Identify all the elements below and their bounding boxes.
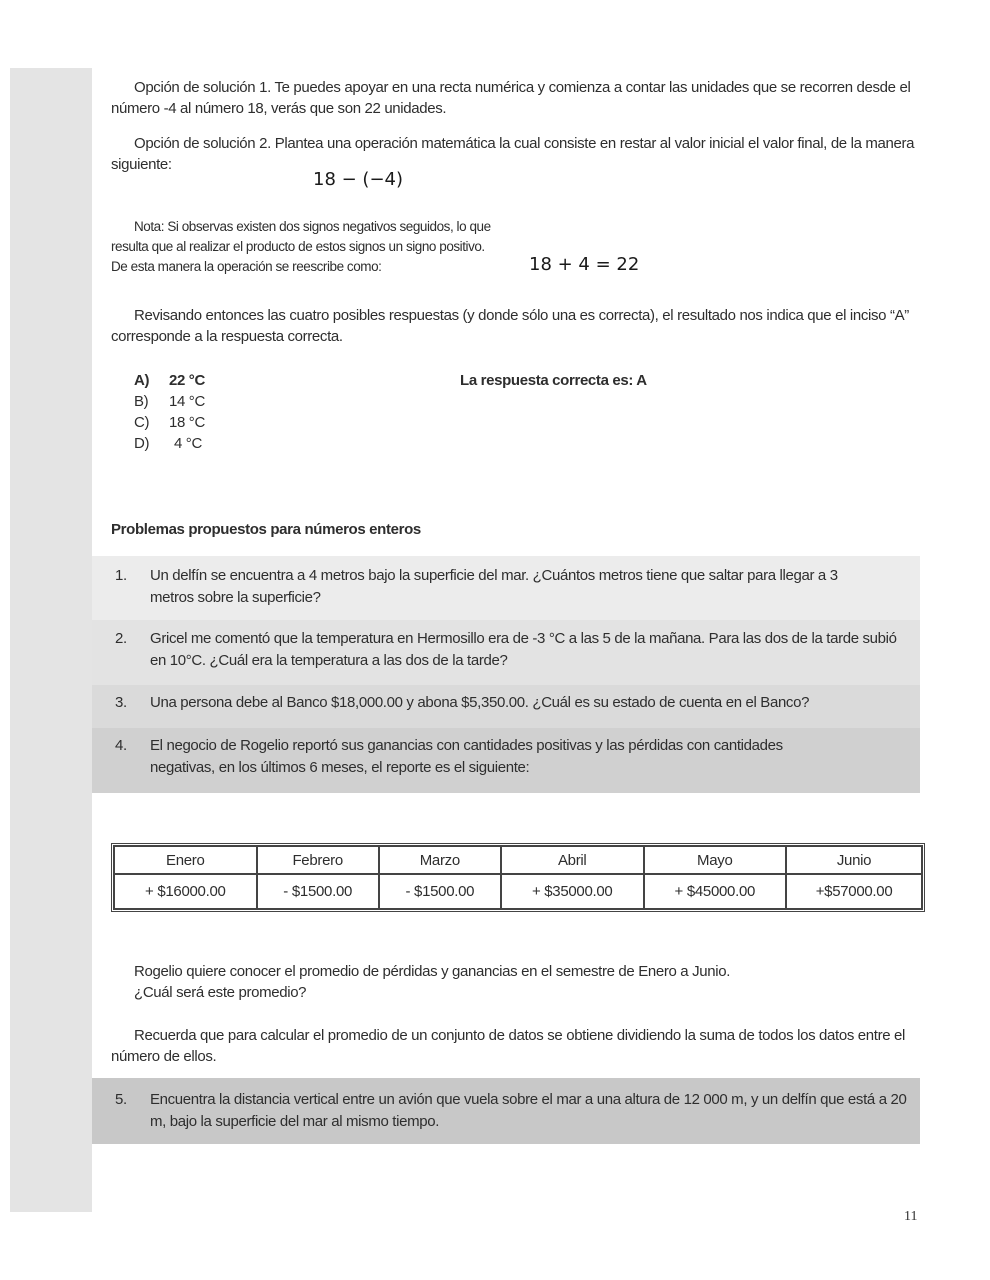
problem-text: Una persona debe al Banco $18,000.00 y abona $5,350.00. ¿Cuál es su estado de cuenta en el Banco? xyxy=(150,694,810,711)
problem-3 xyxy=(92,685,920,728)
option-c xyxy=(111,412,923,433)
option-letter: B) xyxy=(134,393,149,410)
expression-sum: 18 + 4 = 22 xyxy=(529,254,640,275)
option-letter: A) xyxy=(134,372,150,389)
option-value: 4 °C xyxy=(174,435,202,452)
page-number: 11 xyxy=(904,1209,918,1224)
table-header-row xyxy=(114,846,922,874)
option-value: 14 °C xyxy=(169,393,205,410)
table-cell: + $45000.00 xyxy=(644,874,787,909)
table-cell: Enero xyxy=(114,846,257,874)
note-line-1: Nota: Si observas existen dos signos negativos seguidos, lo que xyxy=(134,219,491,234)
option-letter: D) xyxy=(134,435,150,452)
solution-option-1: Opción de solución 1. Te puedes apoyar en una recta numérica y comienza a contar las unidades que se recorren desde el número -4 al número 18, verás que son 22 unidades. xyxy=(111,79,911,117)
correct-answer: La respuesta correcta es: A xyxy=(460,372,647,389)
rogelio-question-line-1: Rogelio quiere conocer el promedio de pérdidas y ganancias en el semestre de Enero a Junio. xyxy=(134,963,731,980)
problems-list xyxy=(92,556,920,793)
left-margin-bar xyxy=(10,68,92,1212)
table-cell: + $16000.00 xyxy=(114,874,257,909)
option-value: 18 °C xyxy=(169,414,205,431)
table-cell: Marzo xyxy=(379,846,501,874)
problems-heading: Problemas propuestos para números enteros xyxy=(111,521,421,538)
problem-text: Un delfín se encuentra a 4 metros bajo la superficie del mar. ¿Cuántos metros tiene que saltar para llegar a 3 metros sobre la superficie? xyxy=(150,567,838,606)
problem-text: Encuentra la distancia vertical entre un avión que vuela sobre el mar a una altura de 12 000 m, y un delfín que está a 20 m, bajo la superficie del mar al mismo tiempo. xyxy=(150,1091,907,1130)
table-row xyxy=(114,874,922,909)
table-cell: Febrero xyxy=(257,846,379,874)
note-block xyxy=(111,217,923,277)
page-content xyxy=(111,77,923,454)
table-cell: + $35000.00 xyxy=(501,874,644,909)
note-line-2: resulta que al realizar el producto de estos signos un signo positivo. xyxy=(111,239,485,254)
problem-number: 5. xyxy=(115,1091,127,1108)
average-reminder: Recuerda que para calcular el promedio de un conjunto de datos se obtiene dividiendo la suma de todos los datos entre el número de ellos. xyxy=(111,1027,906,1065)
table-cell: +$57000.00 xyxy=(786,874,922,909)
table-cell: - $1500.00 xyxy=(379,874,501,909)
problem-number: 4. xyxy=(115,737,127,754)
problem-number: 3. xyxy=(115,694,127,711)
option-b xyxy=(111,391,923,412)
problem-text: Gricel me comentó que la temperatura en Hermosillo era de -3 °C a las 5 de la mañana. Para las dos de la tarde subió en 10°C. ¿Cuál era la temperatura a las dos de la tarde? xyxy=(150,630,897,669)
option-value: 22 °C xyxy=(169,372,205,389)
problem-4 xyxy=(92,728,920,793)
problem-number: 1. xyxy=(115,567,127,584)
expression-subtraction: 18 − (−4) xyxy=(313,169,404,190)
review-paragraph: Revisando entonces las cuatro posibles respuestas (y donde sólo una es correcta), el resultado nos indica que el inciso “A” corresponde a la respuesta correcta. xyxy=(111,307,909,345)
table-cell: Junio xyxy=(786,846,922,874)
closing-text xyxy=(111,961,923,1067)
monthly-report-table xyxy=(111,843,925,912)
solution-option-2: Opción de solución 2. Plantea una operación matemática la cual consiste en restar al valor inicial el valor final, de la manera siguiente: xyxy=(111,135,915,173)
problem-1 xyxy=(92,556,920,620)
rogelio-question-line-2: ¿Cuál será este promedio? xyxy=(134,984,307,1001)
answer-options xyxy=(111,370,923,454)
table-cell: Abril xyxy=(501,846,644,874)
solution-option-2-block xyxy=(111,133,923,197)
problem-5 xyxy=(92,1078,920,1144)
problem-number: 2. xyxy=(115,630,127,647)
table-cell: Mayo xyxy=(644,846,787,874)
option-d xyxy=(111,433,923,454)
problem-text: El negocio de Rogelio reportó sus ganancias con cantidades positivas y las pérdidas con cantidades negativas, en los últimos 6 meses, el reporte es el siguiente: xyxy=(150,737,783,776)
note-line-3: De esta manera la operación se reescribe como: xyxy=(111,259,382,274)
problem-2 xyxy=(92,620,920,685)
option-letter: C) xyxy=(134,414,150,431)
table-cell: - $1500.00 xyxy=(257,874,379,909)
